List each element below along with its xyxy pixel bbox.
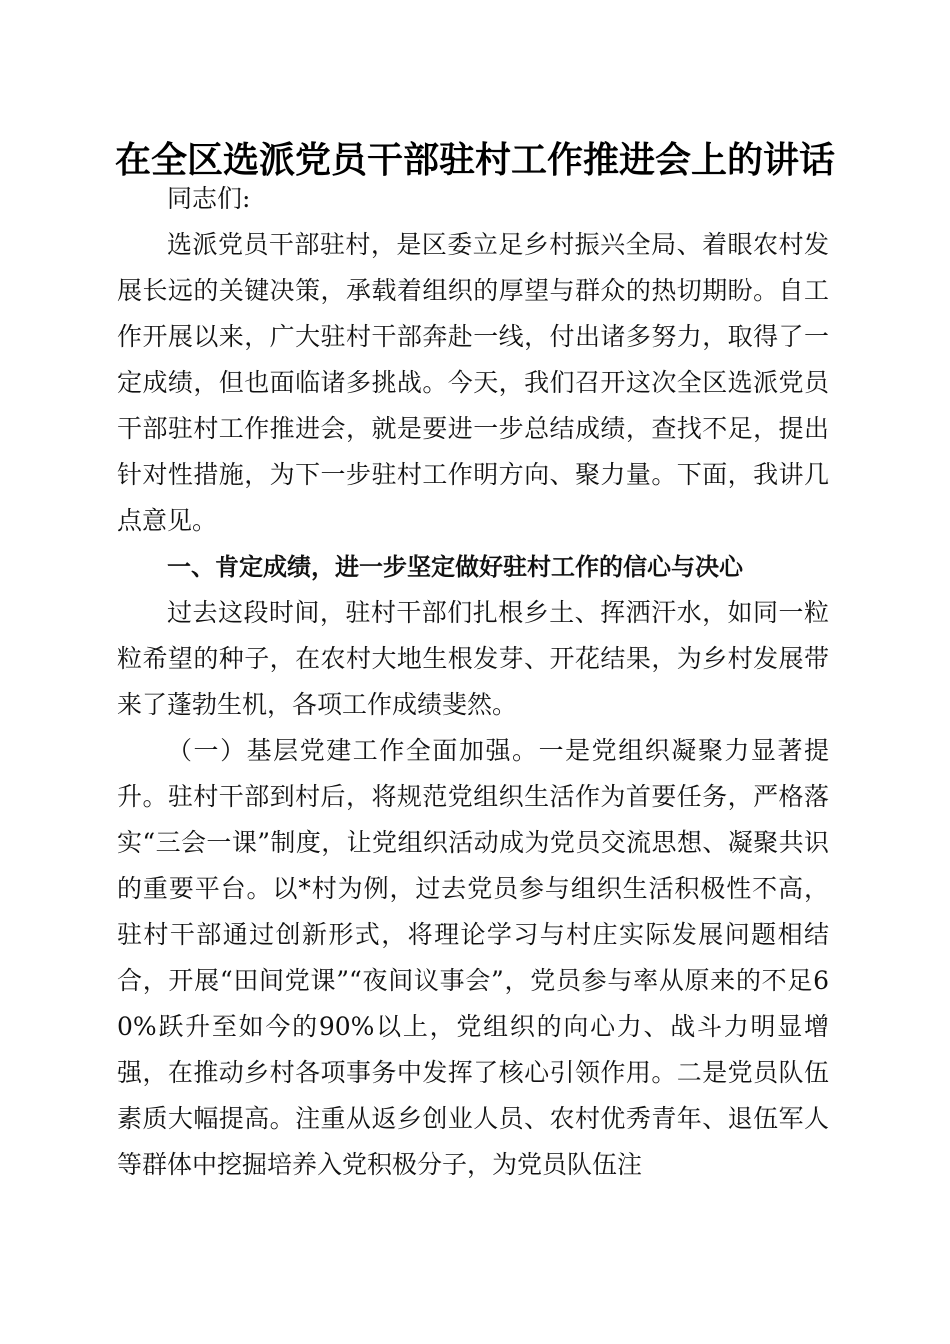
document-body: [117, 176, 829, 1188]
subsection-1-paragraph: [117, 728, 829, 1188]
intro-paragraph: 选派党员干部驻村，是区委立足乡村振兴全局、着眼农村发展长远的关键决策，承载着组织的厚望与群众的热切期盼。自工作开展以来，广大驻村干部奔赴一线，付出诸多努力，取得了一定成绩，但也面临诸多挑战。今天，我们召开这次全区选派党员干部驻村工作推进会，就是要进一步总结成绩，查找不足，提出针对性措施，为下一步驻村工作明方向、聚力量。下面，我讲几点意见。: [117, 230, 829, 535]
document-title: 在全区选派党员干部驻村工作推进会上的讲话: [114, 139, 835, 181]
subsection-1-body: 一是党组织凝聚力显著提升。驻村干部到村后，将规范党组织生活作为首要任务，严格落实“三会一课”制度，让党组织活动成为党员交流思想、凝聚共识的重要平台。以*村为例，过去党员参与组织生活积极性不高，驻村干部通过创新形式，将理论学习与村庄实际发展问题相结合，开展“田间党课”“夜间议事会”，党员参与率从原来的不足60%跃升至如今的90%以上，党组织的向心力、战斗力明显增强，在推动乡村各项事务中发挥了核心引领作用。二是党员队伍素质大幅提高。注重从返乡创业人员、农村优秀青年、退伍军人等群体中挖掘培养入党积极分子，为党员队伍注: [117, 736, 829, 1179]
subsection-1-title: （一）基层党建工作全面加强。: [167, 736, 539, 765]
salutation: 同志们:: [167, 184, 251, 213]
section-1-intro-paragraph: 过去这段时间，驻村干部们扎根乡土、挥洒汗水，如同一粒粒希望的种子，在农村大地生根发芽、开花结果，为乡村发展带来了蓬勃生机，各项工作成绩斐然。: [117, 598, 829, 719]
section-1-heading: 一、肯定成绩，进一步坚定做好驻村工作的信心与决心: [167, 553, 743, 581]
